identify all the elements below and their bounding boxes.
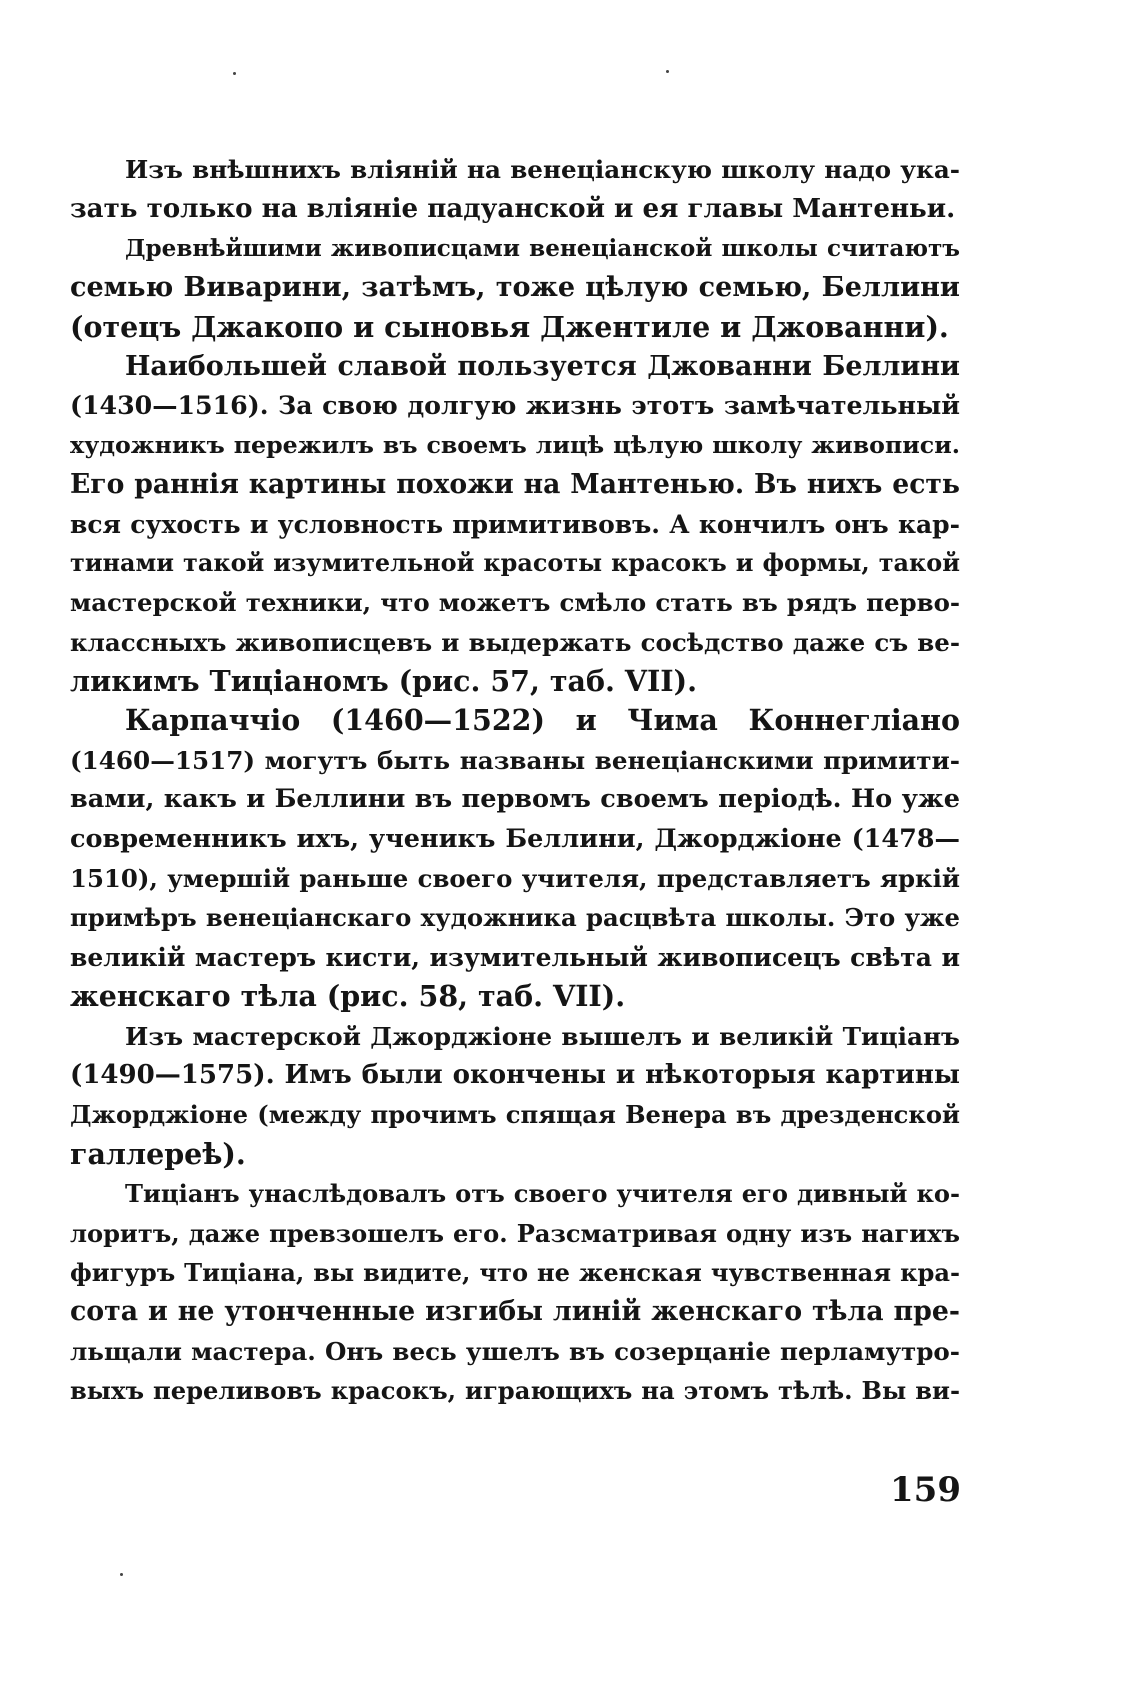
text-line: (1490—1575). Имъ были окончены и нѣкоторыя картины bbox=[70, 1059, 960, 1090]
text-line: примѣръ венеціанскаго художника расцвѣта школы. Это уже bbox=[70, 903, 960, 933]
text-line: вами, какъ и Беллини въ первомъ своемъ періодѣ. Но уже bbox=[70, 784, 960, 815]
text-line: мастерской техники, что можетъ смѣло стать въ рядъ перво- bbox=[70, 588, 960, 618]
text-line: тинами такой изумительной красоты красокъ и формы, такой bbox=[70, 548, 960, 577]
text-line: классныхъ живописцевъ и выдержать сосѣдство даже съ ве- bbox=[70, 627, 960, 657]
text-line: Тиціанъ унаслѣдовалъ отъ своего учителя его дивный ко- bbox=[125, 1179, 960, 1209]
text-line: Карпаччіо (1460—1522) и Чима Коннегліано bbox=[125, 703, 960, 738]
text-line: женскаго тѣла (рис. 58, таб. VII). bbox=[70, 979, 626, 1014]
text-line: семью Виварини, затѣмъ, тоже цѣлую семью, Беллини bbox=[70, 272, 960, 304]
text-line: ликимъ Тиціаномъ (рис. 57, таб. VII). bbox=[70, 664, 698, 699]
page-number: 159 bbox=[890, 1470, 961, 1510]
text-line: Изъ внѣшнихъ вліяній на венеціанскую школу надо ука- bbox=[125, 155, 960, 184]
text-line: Древнѣйшими живописцами венеціанской школы считаютъ bbox=[125, 234, 960, 262]
text-line: зать только на вліяніе падуанской и ея главы Мантеньи. bbox=[70, 193, 956, 225]
dust-speck bbox=[666, 70, 669, 73]
text-line: 1510), умершій раньше своего учителя, представляетъ яркій bbox=[70, 864, 960, 894]
text-line: сота и не утонченные изгибы линій женскаго тѣла пре- bbox=[70, 1296, 960, 1328]
text-line: (отецъ Джакопо и сыновья Джентиле и Джованни). bbox=[70, 309, 949, 344]
dust-speck bbox=[120, 1573, 123, 1576]
text-line: современникъ ихъ, ученикъ Беллини, Джорджіоне (1478— bbox=[70, 823, 960, 854]
text-line: Джорджіоне (между прочимъ спящая Венера въ дрезденской bbox=[70, 1100, 960, 1130]
dust-speck bbox=[233, 72, 236, 75]
text-line: лоритъ, даже превзошелъ его. Разсматривая одну изъ нагихъ bbox=[70, 1218, 960, 1248]
text-line: Его раннія картины похожи на Мантенью. Въ нихъ есть bbox=[70, 469, 960, 501]
text-line: вся сухость и условность примитивовъ. А кончилъ онъ кар- bbox=[70, 509, 960, 539]
text-line: (1460—1517) могутъ быть названы венеціанскими примити- bbox=[70, 745, 960, 775]
text-line: художникъ пережилъ въ своемъ лицѣ цѣлую школу живописи. bbox=[70, 430, 960, 459]
text-line: выхъ переливовъ красокъ, играющихъ на этомъ тѣлѣ. Вы ви- bbox=[70, 1376, 960, 1406]
body-text bbox=[70, 150, 960, 1411]
text-line: фигуръ Тиціана, вы видите, что не женская чувственная кра- bbox=[70, 1257, 960, 1287]
text-line: (1430—1516). За свою долгую жизнь этотъ замѣчательный bbox=[70, 390, 960, 421]
text-line: галлереѣ). bbox=[70, 1136, 246, 1171]
text-line: Изъ мастерской Джорджіоне вышелъ и великій Тиціанъ bbox=[125, 1021, 960, 1051]
text-line: великій мастеръ кисти, изумительный живописецъ свѣта и bbox=[70, 942, 960, 972]
text-line: Наибольшей славой пользуется Джованни Беллини bbox=[125, 350, 960, 382]
text-line: льщали мастера. Онъ весь ушелъ въ созерцаніе перламутро- bbox=[70, 1336, 960, 1366]
